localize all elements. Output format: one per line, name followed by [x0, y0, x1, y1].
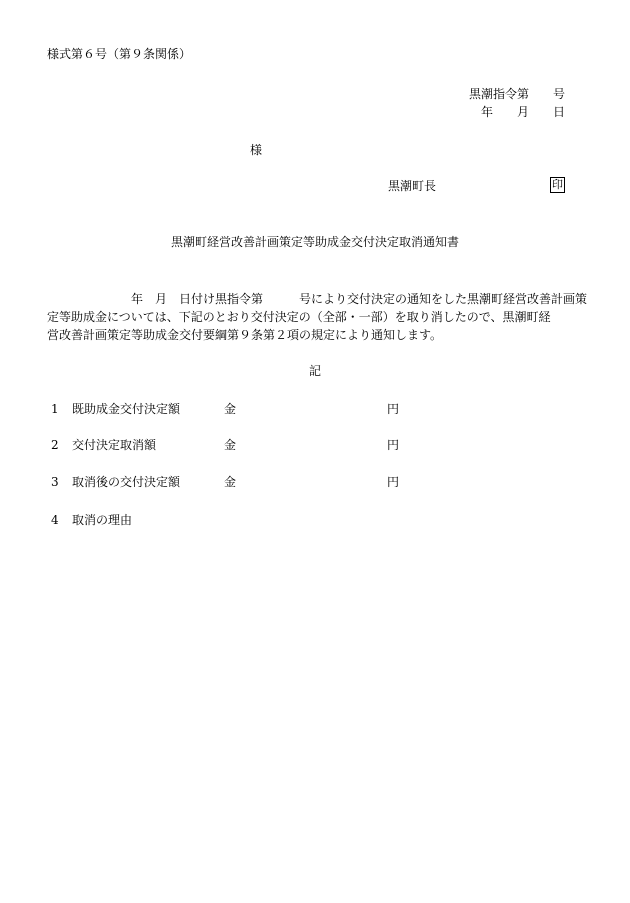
item-label: 既助成金交付決定額: [72, 402, 181, 416]
list-item: [47, 513, 567, 529]
amount-unit: 円: [387, 475, 400, 489]
item-label: 取消の理由: [72, 513, 133, 527]
document-number: 黒潮指令第 号: [468, 87, 565, 101]
form-number: 様式第６号（第９条関係）: [47, 47, 192, 61]
amount-unit: 円: [387, 438, 400, 452]
seal-mark: 印: [552, 178, 563, 191]
item-number: 2: [51, 438, 59, 452]
issuer-block: [388, 179, 568, 195]
document-date: 年 月 日: [480, 105, 565, 119]
item-number: 1: [51, 402, 59, 416]
body-paragraph: [47, 290, 592, 344]
item-label: 交付決定取消額: [72, 438, 157, 452]
addressee-honorific: 様: [250, 143, 263, 157]
body-line: 定等助成金については、下記のとおり交付決定の（全部・一部）を取り消したので、黒潮町経: [47, 310, 551, 324]
item-number: 4: [51, 513, 59, 527]
list-item: [47, 402, 567, 418]
body-line: 営改善計画策定等助成金交付要綱第９条第２項の規定により通知します。: [47, 328, 443, 342]
document-title: 黒潮町経営改善計画策定等助成金交付決定取消通知書: [170, 235, 459, 249]
amount-unit: 円: [387, 402, 400, 416]
amount-prefix: 金: [224, 402, 237, 416]
item-number: 3: [51, 475, 59, 489]
list-item: [47, 475, 567, 491]
list-item: [47, 438, 567, 454]
amount-prefix: 金: [224, 475, 237, 489]
issuer-name: 黒潮町長: [388, 179, 437, 193]
amount-prefix: 金: [224, 438, 237, 452]
note-heading: 記: [308, 364, 321, 378]
body-line: 年 月 日付け黒指令第 号により交付決定の通知をした黒潮町経営改善計画策: [47, 292, 588, 306]
item-label: 取消後の交付決定額: [72, 475, 181, 489]
